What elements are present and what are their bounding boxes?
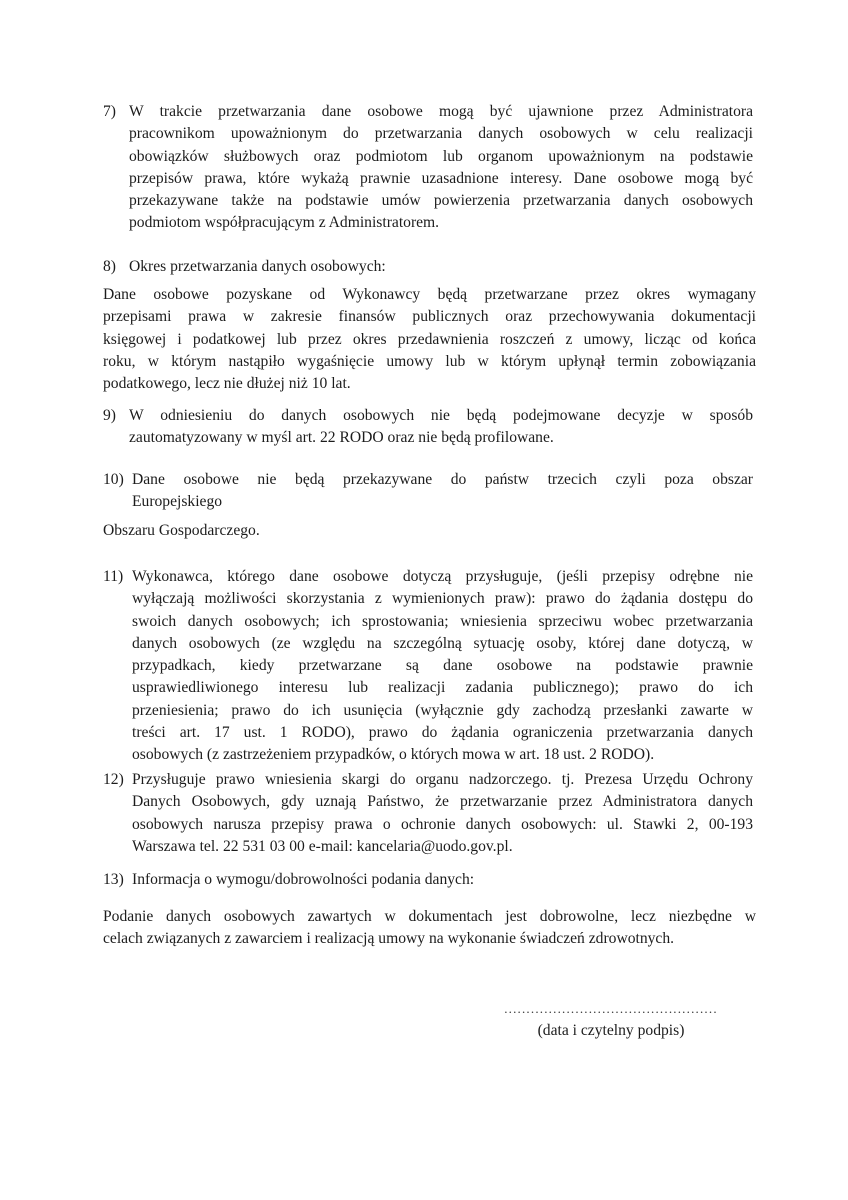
- signature-line: ................................................: [504, 1001, 718, 1016]
- text-line: swoich danych osobowych; ich sprostowania; wniesienia sprzeciwu wobec przetwarzania: [132, 612, 753, 630]
- clause-8-paragraph: [103, 284, 756, 395]
- text-line: usprawiedliwionego interesu lub realizacji zadania publicznego); prawo do ich: [132, 679, 753, 697]
- text-line: przypadkach, kiedy przetwarzane są dane osobowe na podstawie prawnie: [132, 657, 753, 675]
- clause-10: [103, 469, 753, 542]
- clause-8-heading: [103, 256, 753, 278]
- text-line: przepisami prawa w zakresie finansów publicznych oraz przechowywania dokumentacji: [103, 308, 756, 326]
- text-line: Wykonawca, którego dane osobowe dotyczą przysługuje, (jeśli przepisy odrębne nie: [132, 568, 753, 585]
- text-line: podmiotom współpracującym z Administratorem.: [129, 214, 440, 232]
- text-line: Danych Osobowych, gdy uznają Państwo, że przetwarzanie przez Administratora danych: [132, 793, 753, 811]
- text-line: W trakcie przetwarzania dane osobowe mogą być ujawnione przez Administratora: [129, 103, 753, 120]
- clause-heading: [132, 869, 753, 891]
- text-line: Warszawa tel. 22 531 03 00 e-mail: kancelaria@uodo.gov.pl.: [132, 837, 513, 855]
- text-line: wyłączają możliwości skorzystania z wymienionych praw): prawo do żądania dostępu do: [132, 590, 753, 608]
- text-line: Obszaru Gospodarczego.: [103, 521, 260, 539]
- signature-block: [466, 1000, 756, 1042]
- clause-heading: [129, 256, 753, 278]
- clause-body: [132, 469, 753, 514]
- text-line: pracownikom upoważnionym do przetwarzania danych osobowych w celu realizacji: [129, 125, 753, 143]
- signature-label: (data i czytelny podpis): [537, 1022, 685, 1039]
- text-line: Dane osobowe pozyskane od Wykonawcy będą przetwarzane przez okres wymagany: [103, 286, 756, 303]
- text-line: treści art. 17 ust. 1 RODO), prawo do żądania ograniczenia przetwarzania danych: [132, 724, 753, 742]
- clause-number: 10): [103, 471, 124, 488]
- text-line: zautomatyzowany w myśl art. 22 RODO oraz nie będą profilowane.: [129, 429, 554, 447]
- text-line: osobowych narusza przepisy prawa o ochronie danych osobowych: ul. Stawki 2, 00-193: [132, 815, 753, 833]
- clause-number: 12): [103, 771, 124, 788]
- clause-body: [132, 769, 753, 858]
- clause-7: [103, 101, 753, 235]
- clause-number: 7): [103, 103, 116, 120]
- clause-9: [103, 405, 753, 450]
- clause-body: [132, 566, 753, 767]
- text-line: Okres przetwarzania danych osobowych:: [129, 258, 386, 275]
- clause-number: 13): [103, 871, 124, 888]
- clause-13-paragraph: [103, 906, 756, 951]
- text-line: Przysługuje prawo wniesienia skargi do organu nadzorczego. tj. Prezesa Urzędu Ochrony: [132, 771, 753, 788]
- text-line: osobowych (z zastrzeżeniem przypadków, o których mowa w art. 18 ust. 2 RODO).: [132, 746, 655, 764]
- text-line: księgowej i podatkowej lub przez okres przedawnienia roszczeń z umowy, licząc od końca: [103, 330, 756, 348]
- clause-body: [129, 101, 753, 235]
- text-line: danych osobowych (ze względu na szczególną sytuację osoby, której dane dotyczą, w: [132, 634, 753, 652]
- text-line: roku, w którym nastąpiło wygaśnięcie umowy lub w którym upłynął termin zobowiązania: [103, 352, 756, 370]
- text-line: podatkowego, lecz nie dłużej niż 10 lat.: [103, 375, 351, 393]
- text-line: obowiązków służbowych oraz podmiotom lub organom upoważnionym na podstawie: [129, 147, 753, 165]
- clause-12: [103, 769, 753, 858]
- text-line: Informacja o wymogu/dobrowolności podania danych:: [132, 871, 475, 888]
- text-line: Europejskiego: [132, 493, 223, 511]
- text-line: W odniesieniu do danych osobowych nie będą podejmowane decyzje w sposób: [129, 407, 753, 424]
- text-line: celach związanych z zawarciem i realizacją umowy na wykonanie świadczeń zdrowotnych.: [103, 930, 675, 948]
- text-line: przeniesienia; prawo do ich usunięcia (wyłącznie gdy zachodzą przesłanki zawarte w: [132, 701, 753, 719]
- clause-13-heading: [103, 869, 753, 891]
- clause-number: 11): [103, 568, 124, 585]
- clause-number: 8): [103, 258, 116, 275]
- text-line: przekazywane także na podstawie umów powierzenia przetwarzania danych osobowych: [129, 192, 753, 210]
- text-line: Dane osobowe nie będą przekazywane do państw trzecich czyli poza obszar: [132, 471, 753, 488]
- clause-body: [129, 405, 753, 450]
- text-line: Podanie danych osobowych zawartych w dokumentach jest dobrowolne, lecz niezbędne w: [103, 908, 756, 925]
- clause-number: 9): [103, 407, 116, 424]
- text-line: przepisów prawa, które wykażą prawnie uzasadnione interesy. Dane osobowe mogą być: [129, 169, 753, 187]
- clause-11: [103, 566, 753, 767]
